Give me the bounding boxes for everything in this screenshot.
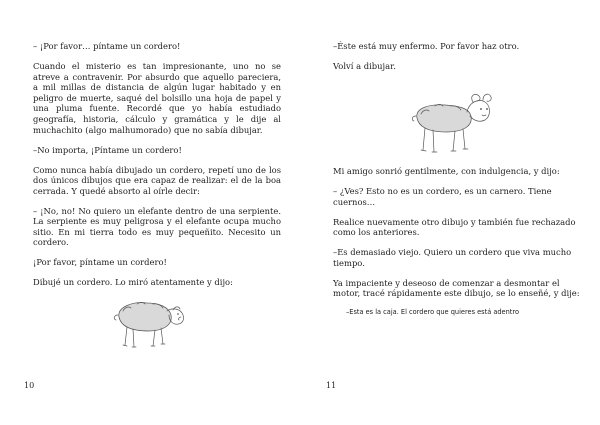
paragraph: Dibujé un cordero. Lo miró atentamente y dijo: xyxy=(33,277,233,288)
paragraph: –Éste está muy enfermo. Por favor haz otro. xyxy=(333,41,520,51)
paragraph: – ¡No, no! No quiero un elefante dentro de una serpiente. La serpiente es muy peligrosa y el elefante ocupa mucho sitio. En mi tierra todo es muy pequeñito. Necesito un cordero. xyxy=(33,205,281,248)
paragraph: Mi amigo sonrió gentilmente, con indulgencia, y dijo: xyxy=(333,166,560,176)
paragraph: –No importa, ¡Píntame un cordero! xyxy=(33,144,182,155)
paragraph: Como nunca había dibujado un cordero, repetí uno de los dos únicos dibujos que era capaz de realizar: el de la boa cerrada. Y quedé absorto al oírle decir: xyxy=(33,164,281,196)
sick-sheep-drawing xyxy=(103,293,191,359)
paragraph: Cuando el misterio es tan impresionante, uno no se atreve a contravenir. Por absurdo que aquello pareciera, a mil millas de distancia de algún lugar habitado y en peligro de muerte, saqué del bolsillo una hoja de papel y una pluma fuente. Recordé que yo había estudiado geografía, historia, cálculo y gramática y le dije al muchachito (algo malhumorado) que no sabía dibujar. xyxy=(33,60,281,135)
paragraph: – ¡Por favor… píntame un cordero! xyxy=(33,41,181,51)
right-page-text-bottom xyxy=(333,166,585,317)
image-caption: –Esta es la caja. El cordero que quieres está adentro xyxy=(346,308,519,317)
paragraph: Realice nuevamente otro dibujo y también fue rechazado como los anteriores. xyxy=(333,216,576,238)
paragraph: – ¿Ves? Esto no es un cordero, es un carnero. Tiene cuernos… xyxy=(333,185,552,207)
paragraph: Volví a dibujar. xyxy=(333,60,396,71)
right-page xyxy=(300,0,600,425)
right-page-text-top xyxy=(333,41,585,81)
ram-drawing xyxy=(403,88,499,160)
paragraph: –Es demasiado viejo. Quiero un cordero que viva mucho tiempo. xyxy=(333,247,572,268)
page-number: 10 xyxy=(24,381,35,390)
page-number: 11 xyxy=(326,381,337,390)
paragraph: ¡Por favor, píntame un cordero! xyxy=(33,257,167,268)
paragraph: Ya impaciente y deseoso de comenzar a desmontar el motor, tracé rápidamente este dibujo, se lo enseñé, y dije: xyxy=(333,277,580,299)
left-page-text xyxy=(33,41,281,297)
